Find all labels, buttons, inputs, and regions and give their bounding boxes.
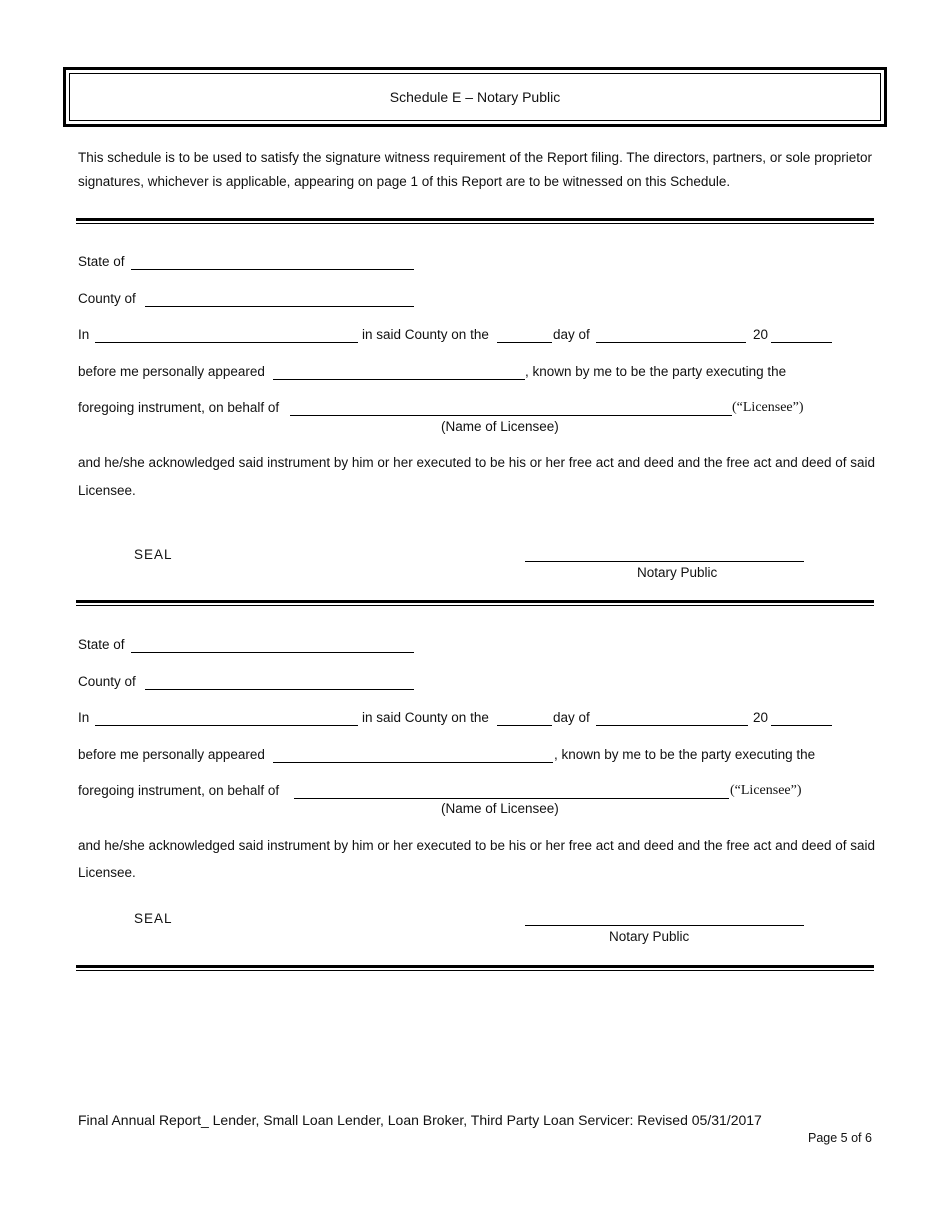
notary-signature-field[interactable]: [525, 561, 804, 562]
acknowledgment-line-2: Licensee.: [78, 865, 136, 880]
seal-label: SEAL: [134, 547, 173, 562]
notary-public-caption: Notary Public: [637, 565, 718, 580]
day-of-label: day of: [553, 327, 590, 342]
year-prefix: 20: [753, 327, 769, 342]
appeared-label: before me personally appeared: [78, 747, 265, 762]
seal-label: SEAL: [134, 911, 173, 926]
footer-report-name: Final Annual Report_ Lender, Small Loan Lender, Loan Broker, Third Party Loan Servicer: Revised 05/31/2017: [78, 1112, 762, 1128]
appeared-label: before me personally appeared: [78, 364, 265, 379]
acknowledgment-line-1: and he/she acknowledged said instrument by him or her executed to be his or her free act and deed and the free act and deed of said: [78, 838, 876, 853]
foregoing-label: foregoing instrument, on behalf of: [78, 783, 280, 798]
schedule-title-box: [63, 67, 887, 127]
in-label: In: [78, 327, 90, 342]
county-label: County of: [78, 291, 136, 306]
appeared-person-field[interactable]: [273, 762, 553, 763]
section-divider-middle-thin: [76, 605, 874, 606]
day-field[interactable]: [497, 342, 552, 343]
licensee-name-field[interactable]: [294, 798, 729, 799]
county-field[interactable]: [145, 689, 414, 690]
section-divider-bottom: [76, 965, 874, 968]
state-label: State of: [78, 637, 125, 652]
known-label: , known by me to be the party executing the: [525, 364, 787, 379]
year-field[interactable]: [771, 342, 832, 343]
month-field[interactable]: [596, 342, 746, 343]
city-field[interactable]: [95, 725, 358, 726]
said-county-label: in said County on the: [362, 327, 489, 342]
notary-signature-field[interactable]: [525, 925, 804, 926]
licensee-name-field[interactable]: [290, 415, 732, 416]
county-field[interactable]: [145, 306, 414, 307]
section-divider-top-thin: [76, 223, 874, 224]
licensee-tag: (“Licensee”): [732, 400, 804, 415]
acknowledgment-line-2: Licensee.: [78, 483, 136, 498]
section-divider-bottom-thin: [76, 970, 874, 971]
day-field[interactable]: [497, 725, 552, 726]
year-field[interactable]: [771, 725, 832, 726]
footer-page-number: Page 5 of 6: [808, 1131, 872, 1145]
county-label: County of: [78, 674, 136, 689]
state-label: State of: [78, 254, 125, 269]
name-of-licensee-caption: (Name of Licensee): [441, 801, 559, 816]
section-divider-top: [76, 218, 874, 221]
state-field[interactable]: [131, 652, 414, 653]
appeared-person-field[interactable]: [273, 379, 525, 380]
day-of-label: day of: [553, 710, 590, 725]
notary-public-caption: Notary Public: [609, 929, 690, 944]
licensee-tag: (“Licensee”): [730, 783, 802, 798]
in-label: In: [78, 710, 90, 725]
city-field[interactable]: [95, 342, 358, 343]
section-divider-middle: [76, 600, 874, 603]
said-county-label: in said County on the: [362, 710, 489, 725]
foregoing-label: foregoing instrument, on behalf of: [78, 400, 280, 415]
name-of-licensee-caption: (Name of Licensee): [441, 419, 559, 434]
state-field[interactable]: [131, 269, 414, 270]
known-label: , known by me to be the party executing the: [554, 747, 816, 762]
month-field[interactable]: [596, 725, 748, 726]
acknowledgment-line-1: and he/she acknowledged said instrument by him or her executed to be his or her free act and deed and the free act and deed of said: [78, 455, 876, 470]
schedule-title: Schedule E – Notary Public: [69, 73, 881, 121]
intro-paragraph: This schedule is to be used to satisfy the signature witness requirement of the Report filing. The directors, partners, or sole proprietor signatures, whichever is applicable, appearing on page 1 of this Report are to be witnessed on this Schedule.: [78, 150, 872, 189]
year-prefix: 20: [753, 710, 769, 725]
